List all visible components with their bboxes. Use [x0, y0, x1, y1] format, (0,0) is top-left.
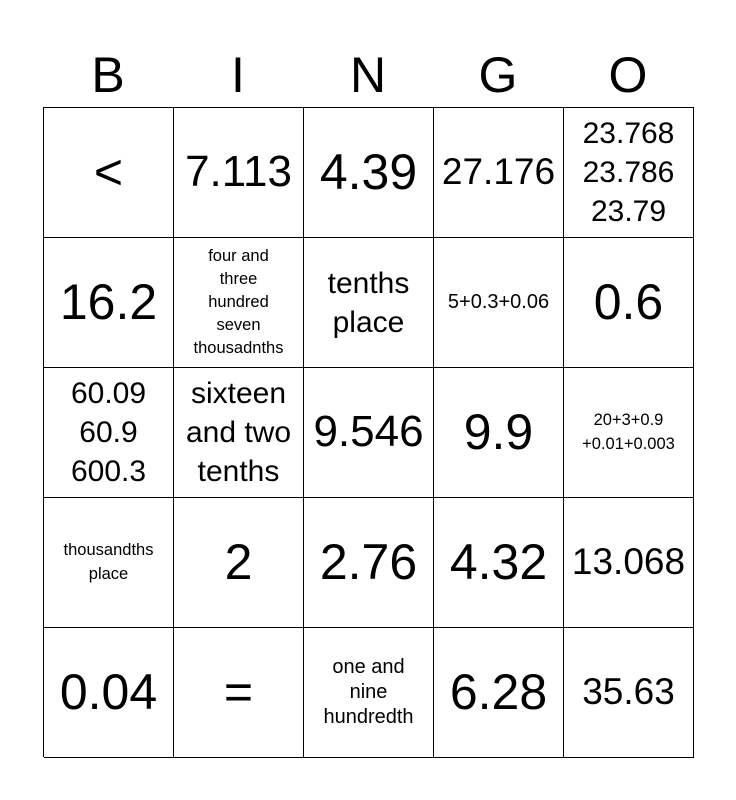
bingo-cell[interactable]: one and nine hundredth: [304, 628, 434, 758]
bingo-cell[interactable]: 9.9: [434, 368, 564, 498]
header-letter-i: I: [231, 47, 245, 103]
bingo-cell[interactable]: 60.09 60.9 600.3: [44, 368, 174, 498]
bingo-cell[interactable]: 2.76: [304, 498, 434, 628]
header-letter-g: G: [478, 47, 518, 103]
bingo-cell[interactable]: 5+0.3+0.06: [434, 238, 564, 368]
bingo-cell[interactable]: 27.176: [434, 108, 564, 238]
bingo-cell[interactable]: 23.768 23.786 23.79: [564, 108, 694, 238]
header-letter-n: N: [349, 47, 387, 103]
bingo-cell[interactable]: 0.04: [44, 628, 174, 758]
bingo-cell[interactable]: 2: [174, 498, 304, 628]
bingo-cell[interactable]: 4.32: [434, 498, 564, 628]
bingo-cell[interactable]: =: [174, 628, 304, 758]
bingo-cell[interactable]: 13.068: [564, 498, 694, 628]
header-letter-b: B: [91, 47, 125, 103]
bingo-cell[interactable]: thousandths place: [44, 498, 174, 628]
bingo-cell[interactable]: 35.63: [564, 628, 694, 758]
bingo-cell[interactable]: 0.6: [564, 238, 694, 368]
bingo-cell[interactable]: 16.2: [44, 238, 174, 368]
bingo-cell[interactable]: four and three hundred seven thousadnths: [174, 238, 304, 368]
bingo-cell[interactable]: <: [44, 108, 174, 238]
bingo-header: [43, 44, 693, 106]
bingo-cell[interactable]: 7.113: [174, 108, 304, 238]
bingo-cell[interactable]: 6.28: [434, 628, 564, 758]
bingo-cell[interactable]: 20+3+0.9 +0.01+0.003: [564, 368, 694, 498]
bingo-cell[interactable]: 9.546: [304, 368, 434, 498]
bingo-cell[interactable]: sixteen and two tenths: [174, 368, 304, 498]
header-letter-o: O: [608, 47, 648, 103]
bingo-board: [43, 107, 694, 757]
bingo-cell[interactable]: 4.39: [304, 108, 434, 238]
bingo-cell[interactable]: tenths place: [304, 238, 434, 368]
